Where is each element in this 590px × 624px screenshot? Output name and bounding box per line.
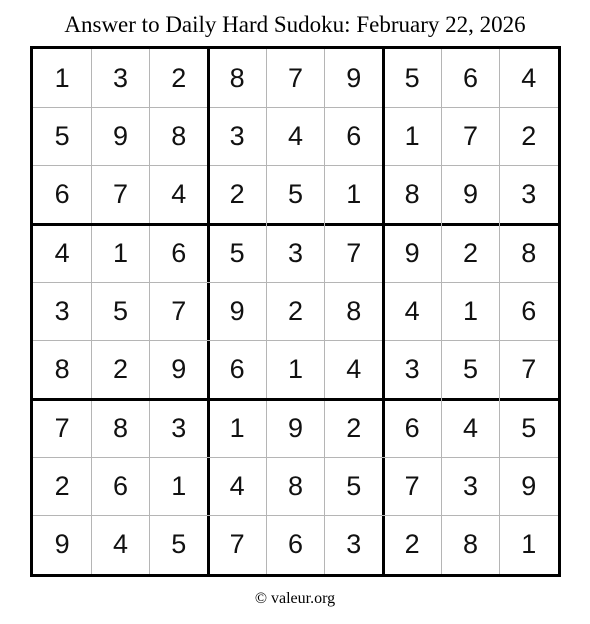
sudoku-cell: 9 — [112, 120, 128, 151]
sudoku-cell: 6 — [287, 529, 303, 560]
sudoku-cell: 8 — [112, 412, 128, 443]
sudoku-cell: 5 — [462, 354, 478, 385]
sudoku-cell: 1 — [346, 179, 362, 210]
sudoku-cell: 7 — [404, 470, 420, 501]
sudoku-cell: 2 — [287, 295, 303, 326]
sudoku-cell: 3 — [521, 179, 537, 210]
sudoku-cell: 9 — [404, 237, 420, 268]
copyright-footer: © valeur.org — [254, 590, 336, 607]
sudoku-cell: 1 — [229, 412, 245, 443]
sudoku-cell: 5 — [287, 179, 303, 210]
sudoku-cell: 3 — [404, 354, 420, 385]
sudoku-cell: 5 — [521, 412, 537, 443]
sudoku-cell: 1 — [287, 354, 303, 385]
sudoku-board — [30, 46, 561, 577]
sudoku-cell: 6 — [462, 62, 478, 93]
sudoku-cell: 8 — [404, 179, 420, 210]
sudoku-cell: 5 — [404, 62, 420, 93]
sudoku-cell: 2 — [112, 354, 128, 385]
sudoku-cell: 2 — [521, 120, 537, 151]
sudoku-cell: 3 — [112, 62, 128, 93]
sudoku-cell: 1 — [404, 120, 420, 151]
sudoku-cell: 9 — [229, 295, 245, 326]
sudoku-cell: 8 — [521, 237, 537, 268]
sudoku-cell: 9 — [171, 354, 187, 385]
sudoku-cell: 8 — [287, 470, 303, 501]
sudoku-cell: 9 — [346, 62, 362, 93]
page-title: Answer to Daily Hard Sudoku: February 22, 2026 — [64, 12, 526, 37]
sudoku-cell: 4 — [404, 295, 420, 326]
sudoku-cell: 4 — [462, 412, 478, 443]
sudoku-cell: 6 — [229, 354, 245, 385]
sudoku-cell: 2 — [54, 470, 70, 501]
sudoku-cell: 1 — [171, 470, 187, 501]
sudoku-cell: 3 — [462, 470, 478, 501]
sudoku-cell: 1 — [462, 295, 478, 326]
sudoku-cell: 8 — [346, 295, 362, 326]
sudoku-cell: 2 — [346, 412, 362, 443]
sudoku-cell: 7 — [229, 529, 245, 560]
sudoku-cell: 8 — [171, 120, 187, 151]
sudoku-cell: 3 — [287, 237, 303, 268]
sudoku-cell: 9 — [462, 179, 478, 210]
sudoku-cell: 3 — [171, 412, 187, 443]
sudoku-cell: 2 — [229, 179, 245, 210]
sudoku-cell: 5 — [112, 295, 128, 326]
sudoku-cell: 2 — [462, 237, 478, 268]
sudoku-cell: 8 — [54, 354, 70, 385]
sudoku-cell: 6 — [112, 470, 128, 501]
sudoku-cell: 7 — [521, 354, 537, 385]
sudoku-cell: 2 — [171, 62, 187, 93]
sudoku-cell: 8 — [229, 62, 245, 93]
sudoku-cell: 4 — [346, 354, 362, 385]
sudoku-cell: 6 — [521, 295, 537, 326]
sudoku-cell: 3 — [346, 529, 362, 560]
sudoku-cell: 2 — [404, 529, 420, 560]
sudoku-cell: 7 — [171, 295, 187, 326]
sudoku-cell: 1 — [521, 529, 537, 560]
sudoku-cell: 6 — [346, 120, 362, 151]
sudoku-cell: 1 — [54, 62, 70, 93]
sudoku-cell: 4 — [112, 529, 128, 560]
sudoku-cell: 5 — [346, 470, 362, 501]
sudoku-cell: 6 — [54, 179, 70, 210]
sudoku-cell: 1 — [112, 237, 128, 268]
sudoku-cell: 3 — [229, 120, 245, 151]
sudoku-cell: 6 — [171, 237, 187, 268]
sudoku-cell: 3 — [54, 295, 70, 326]
sudoku-cell: 5 — [229, 237, 245, 268]
sudoku-cell: 4 — [287, 120, 303, 151]
sudoku-cell: 7 — [112, 179, 128, 210]
sudoku-cell: 9 — [521, 470, 537, 501]
sudoku-cell: 7 — [462, 120, 478, 151]
sudoku-cell: 9 — [287, 412, 303, 443]
sudoku-cell: 7 — [54, 412, 70, 443]
sudoku-cell: 4 — [54, 237, 70, 268]
sudoku-cell: 4 — [229, 470, 245, 501]
sudoku-cell: 4 — [171, 179, 187, 210]
sudoku-cell: 7 — [346, 237, 362, 268]
sudoku-cell: 9 — [54, 529, 70, 560]
sudoku-cell: 4 — [521, 62, 537, 93]
sudoku-cell: 5 — [171, 529, 187, 560]
sudoku-cell: 5 — [54, 120, 70, 151]
sudoku-cell: 6 — [404, 412, 420, 443]
sudoku-cell: 7 — [287, 62, 303, 93]
sudoku-cell: 8 — [462, 529, 478, 560]
